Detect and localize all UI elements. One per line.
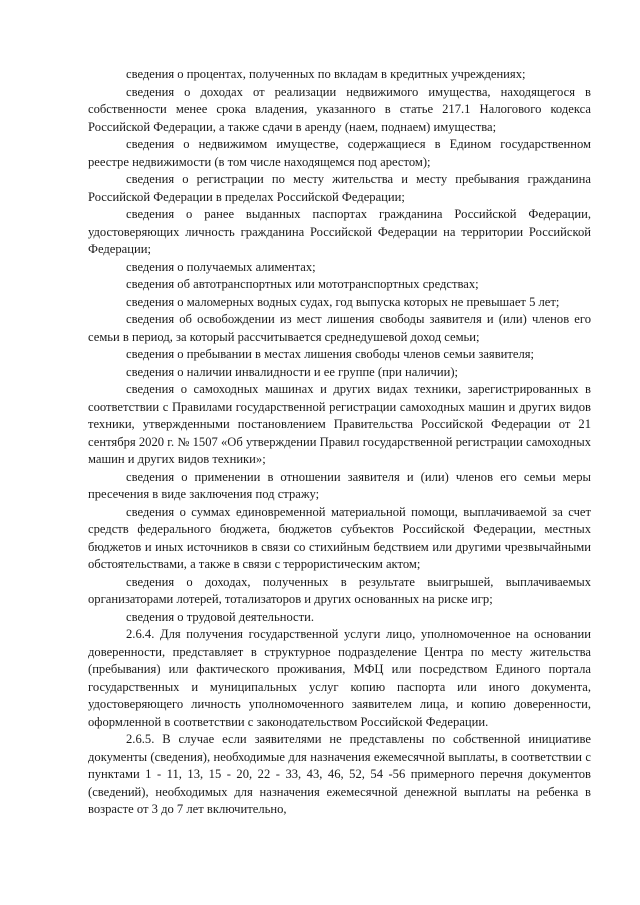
paragraph: 2.6.4. Для получения государственной услуги лицо, уполномоченное на основании доверенности, представляет в структурное подразделение Центра по месту жительства (пребывания) или фактического проживания, МФЦ или посредством Единого портала государственных и муниципальных услуг копию паспорта или иного документа, удостоверяющего личность уполномоченного заявителем лица, и копию доверенности, оформленной в соответствии с законодательством Российской Федерации.: [88, 627, 591, 729]
paragraph: сведения о доходах, полученных в результате выигрышей, выплачиваемых организаторами лотерей, тотализаторов и других основанных на риске игр;: [88, 574, 591, 606]
paragraph: сведения о ранее выданных паспортах гражданина Российской Федерации, удостоверяющих личность гражданина Российской Федерации на территории Российской Федерации;: [88, 207, 591, 256]
paragraph: сведения о пребывании в местах лишения свободы членов семьи заявителя;: [126, 347, 535, 361]
paragraph: сведения о суммах единовременной материальной помощи, выплачиваемой за счет средств федерального бюджета, бюджетов субъектов Российской Федерации, местных бюджетов и иных источников в связи со стихийным бедствием или другими чрезвычайными обстоятельствами, а также в связи с террористическим актом;: [88, 504, 591, 571]
paragraph: сведения об автотранспортных или мототранспортных средствах;: [126, 277, 479, 291]
paragraph: сведения о доходах от реализации недвижимого имущества, находящегося в собственности менее срока владения, указанного в статье 217.1 Налогового кодекса Российской Федерации, а также сдачи в аренду (наем, поднаем) имущества;: [88, 84, 591, 134]
paragraph: сведения об освобождении из мест лишения свободы заявителя и (или) членов его семьи в период, за который рассчитывается среднедушевой доход семьи;: [88, 312, 591, 344]
paragraph: сведения о маломерных водных судах, год выпуска которых не превышает 5 лет;: [126, 294, 560, 309]
paragraph: сведения о получаемых алиментах;: [126, 259, 316, 274]
paragraph: сведения о регистрации по месту жительства и месту пребывания гражданина Российской Федерации в пределах Российской Федерации;: [88, 172, 591, 204]
paragraph: сведения о трудовой деятельности.: [126, 609, 315, 624]
paragraph: сведения о недвижимом имуществе, содержащиеся в Едином государственном реестре недвижимости (в том числе находящемся под арестом);: [88, 137, 591, 169]
paragraph: сведения о применении в отношении заявителя и (или) членов его семьи меры пресечения в виде заключения под стражу;: [88, 469, 591, 501]
paragraph: 2.6.5. В случае если заявителями не представлены по собственной инициативе документы (сведения), необходимые для назначения ежемесячной выплаты, в соответствии с пунктами 1 - 11, 13, 15 - 20, 22 - 33, 43, 46, 52, 54 -56 примерного перечня документов (сведений), необходимых для назначения ежемесячной денежной выплаты на ребенка в возрасте от 3 до 7 лет включительно,: [88, 732, 591, 816]
paragraph: сведения о процентах, полученных по вкладам в кредитных учреждениях;: [126, 67, 526, 81]
paragraph: сведения о самоходных машинах и других видах техники, зарегистрированных в соответствии с Правилами государственной регистрации самоходных машин и других видов техники, утвержденными постановлением Правительства Российской Федерации от 21 сентября 2020 г. № 1507 «Об утверждении Правил государственной регистрации самоходных машин и других видов техники»;: [88, 382, 591, 466]
document-body: [88, 66, 591, 819]
paragraph: сведения о наличии инвалидности и ее группе (при наличии);: [126, 364, 459, 379]
